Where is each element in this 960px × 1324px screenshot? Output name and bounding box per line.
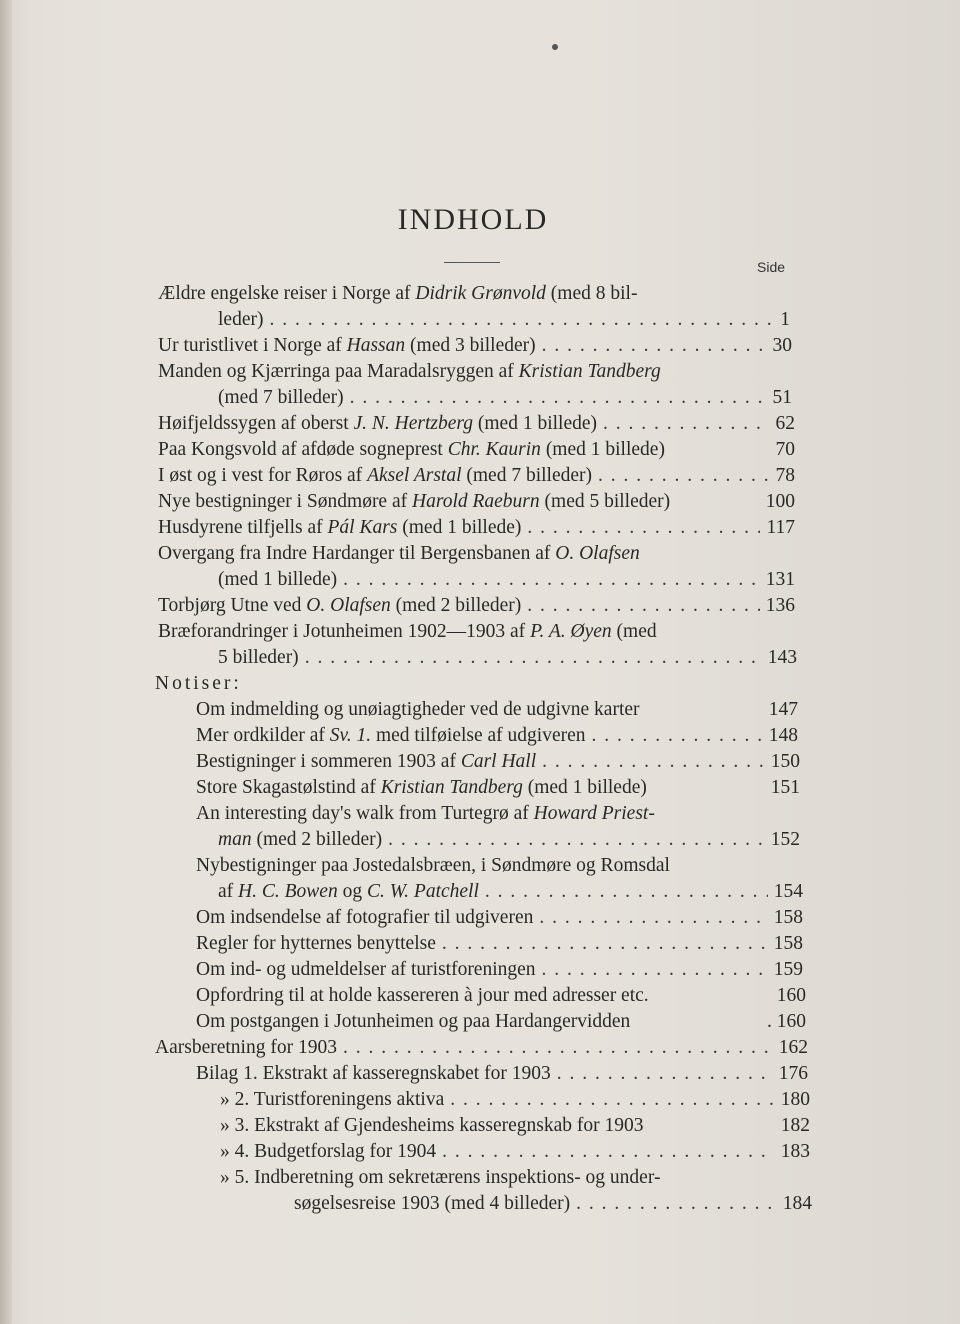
author-name: Hassan: [346, 335, 406, 356]
toc-entry: [158, 490, 795, 514]
leader-dots: [450, 1088, 775, 1112]
toc-entry-title: [158, 464, 592, 488]
leader-dots: [305, 646, 762, 670]
author-name: Carl Hall: [460, 751, 537, 772]
author-name: Kristian Tandberg: [518, 361, 661, 382]
toc-entry: [196, 698, 798, 722]
title-suffix: (med 1 billede): [522, 777, 647, 798]
toc-entry-title: [155, 672, 242, 696]
toc-entry: [196, 724, 798, 748]
author-name: Harold Raeburn: [412, 491, 540, 512]
page-number: 158: [773, 933, 803, 954]
toc-entry-title: [196, 906, 533, 930]
page-number: 147: [768, 699, 798, 720]
toc-entry-title: [158, 542, 640, 566]
toc-entry-title: [196, 1062, 551, 1086]
author-name: H. C. Bowen: [238, 881, 338, 902]
page-number: 100: [765, 491, 795, 512]
toc-entry-title: [158, 516, 521, 540]
leader-dots: [388, 828, 765, 852]
title-text: » 5. Indberetning om sekretærens inspektions- og under-: [220, 1167, 661, 1188]
title-suffix: (med 2 billeder): [390, 595, 522, 616]
toc-entry: [196, 958, 803, 982]
toc-entry-title: [218, 828, 382, 852]
author-name: P. A. Øyen: [530, 621, 612, 642]
author-name: Sv. 1.: [329, 725, 372, 746]
title-text: Aarsberetning for 1903: [155, 1037, 337, 1058]
toc-entry-title: [158, 360, 661, 384]
title-text: Ældre engelske reiser i Norge af: [158, 283, 416, 304]
title-suffix: med tilføielse af udgiveren: [371, 725, 586, 746]
title-suffix: og: [337, 881, 367, 902]
title-text: Opfordring til at holde kassereren à jour med adresser etc.: [196, 985, 649, 1006]
page-number: 182: [780, 1115, 810, 1136]
title-text: Om ind- og udmeldelser af turistforeningen: [196, 959, 536, 980]
toc-entry-title: [196, 932, 436, 956]
page-number: . 160: [767, 1011, 806, 1032]
toc-entry-title: [158, 334, 536, 358]
toc-entry: [158, 438, 795, 462]
toc-entry-title: [220, 1114, 643, 1138]
toc-entry: [218, 568, 795, 592]
title-text: » 2. Turistforeningens aktiva: [220, 1089, 445, 1110]
title-suffix: (med 3 billeder): [405, 335, 536, 356]
page-number: 148: [768, 725, 798, 746]
toc-entry: [294, 1192, 812, 1216]
page-number: 131: [765, 569, 795, 590]
title-suffix: (med 8 bil-: [545, 283, 638, 304]
page-number: 117: [766, 517, 795, 538]
title-text: I øst og i vest for Røros af: [158, 465, 368, 486]
toc-entry-title: [220, 1166, 660, 1190]
page-number: 183: [780, 1141, 810, 1162]
title-text: Torbjørg Utne ved: [158, 595, 307, 616]
author-name: J. N. Hertzberg: [353, 413, 474, 434]
title-suffix: (med 1 billede): [540, 439, 665, 460]
title-suffix: (med 1 billede): [473, 413, 598, 434]
toc-entry-title: [220, 1140, 436, 1164]
author-name: O. Olafsen: [306, 595, 391, 616]
page-number: 51: [772, 387, 792, 408]
title-text: Nye bestigninger i Søndmøre af: [158, 491, 412, 512]
toc-entry: [196, 854, 762, 878]
toc-entry: [220, 1114, 810, 1138]
title-text: » 4. Budgetforslag for 1904: [220, 1141, 437, 1162]
toc-entry-title: [158, 438, 665, 462]
page-number: 136: [765, 595, 795, 616]
toc-entry: [196, 932, 803, 956]
leader-dots: [592, 724, 763, 748]
author-name: Kristian Tandberg: [380, 777, 523, 798]
toc-entry: [196, 906, 803, 930]
leader-dots: [527, 594, 759, 618]
leader-dots: [542, 334, 767, 358]
toc-entry: [155, 672, 400, 696]
toc-entry-title: [294, 1192, 570, 1216]
page-number: 30: [772, 335, 792, 356]
author-name: Chr. Kaurin: [447, 439, 541, 460]
leader-dots: [442, 1140, 775, 1164]
leader-dots: [539, 906, 767, 930]
title-text: Nybestigninger paa Jostedalsbræen, i Søndmøre og Romsdal: [196, 855, 670, 876]
leader-dots: [442, 932, 768, 956]
title-suffix: (med 2 billeder): [251, 829, 383, 850]
toc-entry: [158, 542, 755, 566]
toc-entry-title: [196, 984, 649, 1008]
toc-entry: [155, 1036, 808, 1060]
toc-entry-title: [196, 698, 640, 722]
toc-entry-title: [158, 282, 637, 306]
page-number: 1: [780, 309, 790, 330]
title-suffix: (med 1 billede): [397, 517, 522, 538]
toc-entry-title: [220, 1088, 444, 1112]
toc-entry: [158, 360, 752, 384]
author-name: Pál Kars: [327, 517, 398, 538]
title-text: » 3. Ekstrakt af Gjendesheims kasseregnskab for 1903: [220, 1115, 644, 1136]
title-text: Notiser:: [155, 673, 242, 694]
side-label: Side: [757, 259, 786, 275]
toc-entry-title: [218, 386, 344, 410]
leader-dots: [343, 568, 760, 592]
toc-entry-title: [196, 854, 670, 878]
toc-entry-title: [158, 594, 521, 618]
title-text: Mer ordkilder af: [196, 725, 330, 746]
toc-entry: [218, 880, 803, 904]
toc-entry: [218, 828, 800, 852]
toc-entry-title: [158, 490, 670, 514]
toc-entry: [220, 1140, 810, 1164]
page-number: 78: [775, 465, 795, 486]
author-name: C. W. Patchell: [366, 881, 479, 902]
title-text: Om indmelding og unøiagtigheder ved de udgivne karter: [196, 699, 640, 720]
author-name: Aksel Arstal: [367, 465, 462, 486]
toc-entry-title: [196, 958, 536, 982]
leader-dots: [269, 308, 774, 332]
toc-entry-title: [196, 724, 586, 748]
leader-dots: [576, 1192, 777, 1216]
title-text: Høifjeldssygen af oberst: [158, 413, 354, 434]
author-name: man: [218, 829, 252, 850]
title-suffix: (med: [611, 621, 657, 642]
toc-entry-title: [218, 568, 337, 592]
toc-entry: [220, 1088, 810, 1112]
toc-entry: [196, 750, 800, 774]
title-text: 5 billeder): [218, 647, 299, 668]
toc-entry: [196, 802, 760, 826]
page-title: INDHOLD: [397, 203, 549, 236]
title-text: Store Skagastølstind af: [196, 777, 381, 798]
page-number: 160: [776, 985, 806, 1006]
leader-dots: [603, 412, 769, 436]
toc-entry: [218, 646, 797, 670]
leader-dots: [527, 516, 760, 540]
toc-entry: [158, 594, 795, 618]
toc-entry: [158, 334, 792, 358]
title-text: Om postgangen i Jotunheimen og paa Hardangervidden: [196, 1011, 631, 1032]
toc-entry: [196, 1010, 806, 1034]
page-number: 143: [767, 647, 797, 668]
toc-entry: [196, 984, 806, 1008]
leader-dots: [557, 1062, 773, 1086]
leader-dots: [542, 750, 765, 774]
page-number: 152: [770, 829, 800, 850]
toc-entry-title: [158, 620, 657, 644]
page-number: 70: [775, 439, 795, 460]
toc-entry: [218, 308, 790, 332]
leader-dots: [542, 958, 768, 982]
title-text: Om indsendelse af fotografier til udgiveren: [196, 907, 534, 928]
toc-entry: [158, 282, 760, 306]
title-suffix: (med 5 billeder): [539, 491, 671, 512]
page-number: 162: [778, 1037, 808, 1058]
title-text: (med 7 billeder): [218, 387, 344, 408]
title-suffix: (med 7 billeder): [461, 465, 592, 486]
author-name: Didrik Grønvold: [415, 283, 546, 304]
toc-entry-title: [155, 1036, 337, 1060]
page-number: 180: [780, 1089, 810, 1110]
leader-dots: [485, 880, 768, 904]
toc-entry-title: [196, 802, 655, 826]
toc-entry-title: [196, 750, 536, 774]
author-name: Howard Priest-: [533, 803, 655, 824]
page-number: 159: [773, 959, 803, 980]
page-number: 158: [773, 907, 803, 928]
title-text: Manden og Kjærringa paa Maradalsryggen af: [158, 361, 519, 382]
leader-dots: [598, 464, 770, 488]
toc-entry-title: [158, 412, 597, 436]
title-text: Regler for hytternes benyttelse: [196, 933, 436, 954]
title-text: Bestigninger i sommeren 1903 af: [196, 751, 461, 772]
title-text: Bilag 1. Ekstrakt af kasseregnskabet for 1903: [196, 1063, 551, 1084]
toc-entry-title: [196, 776, 647, 800]
page-number: 154: [773, 881, 803, 902]
page-number: 151: [770, 777, 800, 798]
author-name: O. Olafsen: [555, 543, 640, 564]
toc-entry: [158, 620, 755, 644]
toc-entry: [196, 1062, 808, 1086]
toc-entry: [158, 464, 795, 488]
leader-dots: [350, 386, 767, 410]
title-text: af: [218, 881, 239, 902]
title-text: Overgang fra Indre Hardanger til Bergensbanen af: [158, 543, 556, 564]
title-text: Husdyrene tilfjells af: [158, 517, 328, 538]
title-text: (med 1 billede): [218, 569, 338, 590]
toc-entry: [218, 386, 792, 410]
title-text: søgelsesreise 1903 (med 4 billeder): [294, 1193, 571, 1214]
page-number: 150: [770, 751, 800, 772]
toc-entry: [158, 412, 795, 436]
page-number: 62: [775, 413, 795, 434]
page-number: 176: [778, 1063, 808, 1084]
title-text: leder): [218, 309, 264, 330]
title-text: An interesting day's walk from Turtegrø af: [196, 803, 534, 824]
leader-dots: [343, 1036, 773, 1060]
title-text: Bræforandringer i Jotunheimen 1902—1903 af: [158, 621, 531, 642]
toc-entry-title: [196, 1010, 630, 1034]
toc-entry: [158, 516, 795, 540]
toc-entry: [220, 1166, 770, 1190]
page-number: 184: [782, 1193, 812, 1214]
title-text: Paa Kongsvold af afdøde sogneprest: [158, 439, 448, 460]
toc-entry: [196, 776, 800, 800]
toc-entry-title: [218, 646, 299, 670]
toc-entry-title: [218, 308, 263, 332]
title-text: Ur turistlivet i Norge af: [158, 335, 347, 356]
toc-entry-title: [218, 880, 479, 904]
